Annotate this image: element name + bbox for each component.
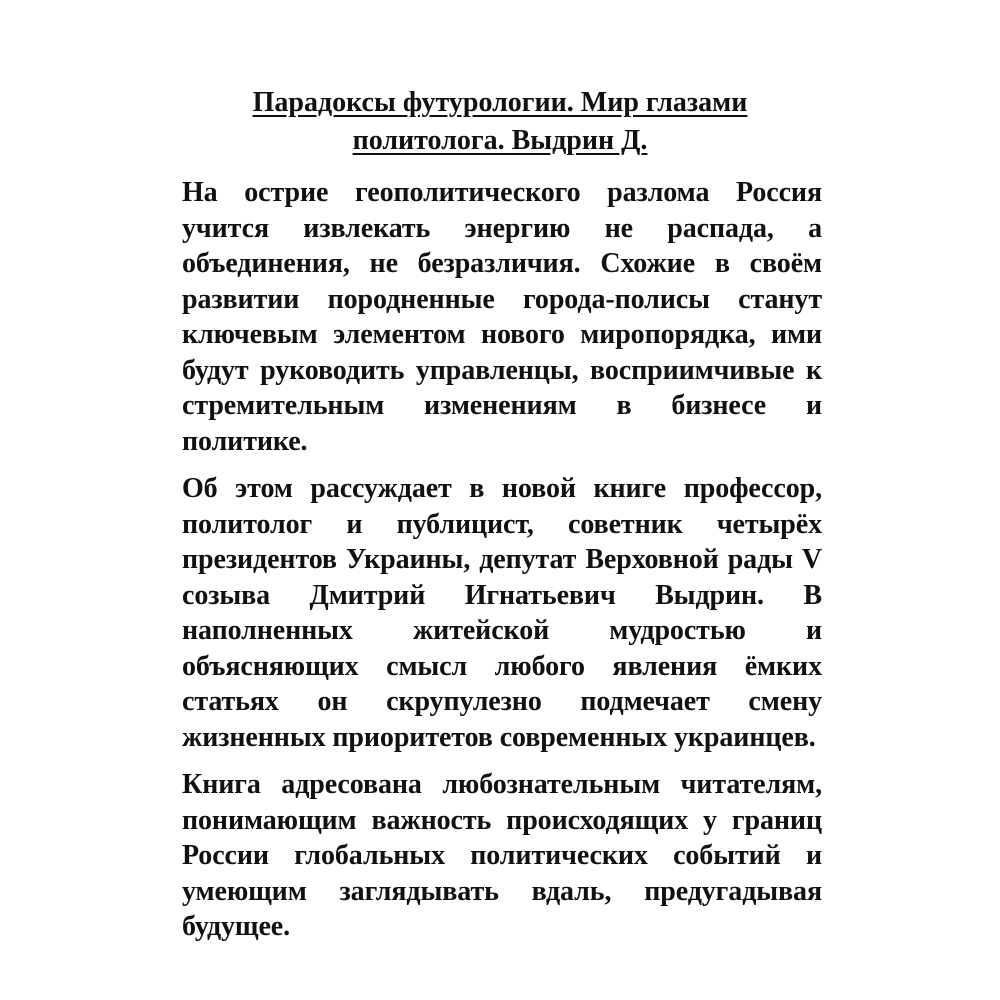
document-title: Парадоксы футурологии. Мир глазами политолога. Выдрин Д. xyxy=(252,87,748,156)
paragraph: На острие геополитического разлома Россия учится извлекать энергию не распада, а объединения, не безразличия. Схожие в своём развитии породненные города-полисы станут ключевым элементом нового миропорядка, ими будут руководить управленцы, восприимчивые к стремительным изменениям в бизнесе и политике. xyxy=(182,177,822,457)
paragraph: Об этом рассуждает в новой книге профессор, политолог и публицист, советник четырёх президентов Украины, депутат Верховной рады V созыва Дмитрий Игнатьевич Выдрин. В наполненных житейской мудростью и объясняющих смысл любого явления ёмких статьях он скрупулезно подмечает смену жизненных приоритетов современных украинцев. xyxy=(182,473,822,753)
paragraph: Книга адресована любознательным читателям, понимающим важность происходящих у границ России глобальных политических событий и умеющим заглядывать вдаль, предугадывая будущее. xyxy=(182,769,822,942)
document-body xyxy=(182,175,822,957)
